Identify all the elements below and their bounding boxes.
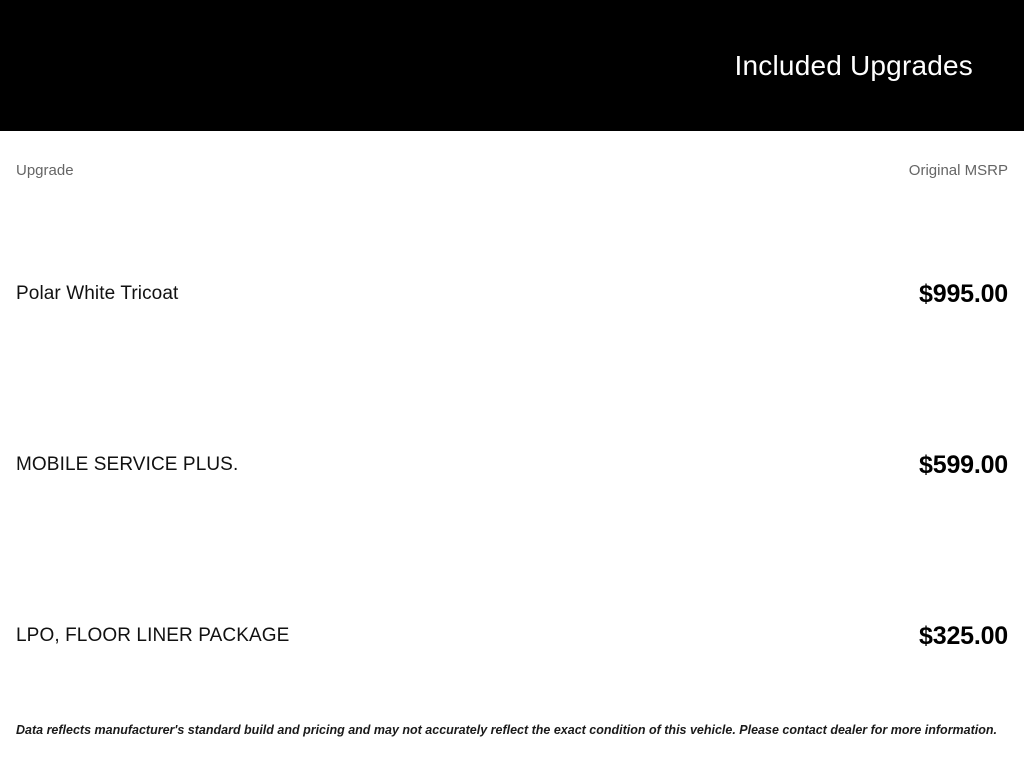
upgrade-price: $325.00	[919, 621, 1008, 650]
table-body	[16, 209, 1008, 722]
table-row	[16, 209, 1008, 380]
column-header-upgrade: Upgrade	[16, 161, 74, 179]
table-row	[16, 380, 1008, 551]
upgrades-table	[0, 131, 1024, 768]
upgrade-name: MOBILE SERVICE PLUS.	[16, 454, 239, 476]
upgrade-name: Polar White Tricoat	[16, 283, 179, 305]
upgrade-price: $995.00	[919, 279, 1008, 308]
upgrade-name: LPO, FLOOR LINER PACKAGE	[16, 625, 290, 647]
page-title: Included Upgrades	[734, 49, 973, 81]
upgrade-price: $599.00	[919, 450, 1008, 479]
table-row	[16, 551, 1008, 722]
page-header	[0, 0, 1024, 131]
column-header-original-msrp: Original MSRP	[908, 161, 1008, 179]
table-header-row	[16, 131, 1008, 209]
disclaimer-text: Data reflects manufacturer's standard build and pricing and may not accurately reflect the exact condition of this vehicle. Please contact dealer for more information.	[16, 722, 998, 737]
